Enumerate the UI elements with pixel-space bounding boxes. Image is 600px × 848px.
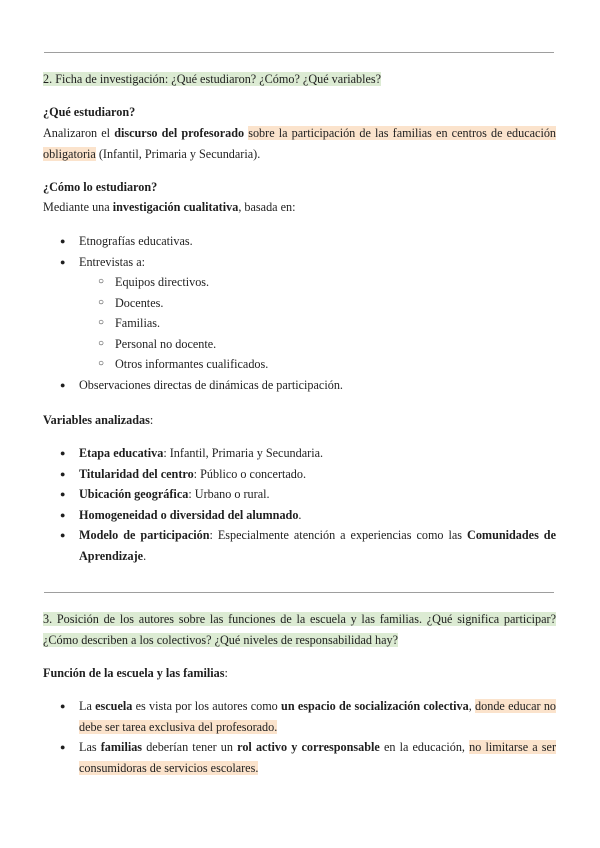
- section-3-heading: 3. Posición de los autores sobre las funciones de la escuela y las familias. ¿Qué significa participar? ¿Cómo describen a los colectivos? ¿Qué niveles de responsabilidad hay?: [43, 612, 556, 647]
- list-item: ● Ubicación geográfica: Urbano o rural.: [60, 487, 270, 501]
- sub-list-item: ○ Personal no docente.: [98, 336, 217, 351]
- sub-list-item: ○ Otros informantes cualificados.: [98, 357, 269, 371]
- list-item: ● La escuela es vista por los autores como un espacio de socialización colectiva, donde educar no debe ser tarea exclusiva del profesorado.: [60, 699, 557, 734]
- what-studied-paragraph: Analizaron el discurso del profesorado sobre la participación de las familias en centros de educación obligatoria (Infantil, Primaria y Secundaria).: [43, 126, 557, 161]
- list-item: ● Observaciones directas de dinámicas de participación.: [60, 377, 343, 392]
- function-list: [43, 696, 556, 778]
- list-item: ● Entrevistas a:: [60, 254, 145, 269]
- list-item: ● Etnografías educativas.: [60, 234, 193, 248]
- list-item: ● Modelo de participación: Especialmente atención a experiencias como las Comunidades de Aprendizaje.: [60, 528, 556, 563]
- sub-list-item: ○ Familias.: [98, 316, 161, 330]
- middle-divider: [44, 592, 554, 593]
- variables-title: Variables analizadas:: [43, 413, 154, 427]
- variables-list: [43, 443, 556, 566]
- sub-list-item: ○ Equipos directivos.: [98, 275, 210, 289]
- section-2-heading: 2. Ficha de investigación: ¿Qué estudiaron? ¿Cómo? ¿Qué variables?: [43, 72, 382, 86]
- list-item: ● Las familias deberían tener un rol activo y corresponsable en la educación, no limitarse a ser consumidoras de servicios escolares.: [60, 740, 557, 775]
- top-divider: [44, 52, 554, 53]
- what-studied-title: ¿Qué estudiaron?: [43, 105, 136, 119]
- how-studied-paragraph: Mediante una investigación cualitativa, basada en:: [43, 200, 296, 214]
- sub-list-item: ○ Docentes.: [98, 295, 164, 310]
- list-item: ● Titularidad del centro: Público o concertado.: [60, 466, 307, 481]
- list-item: ● Etapa educativa: Infantil, Primaria y Secundaria.: [60, 446, 324, 460]
- function-title: Función de la escuela y las familias:: [43, 666, 228, 680]
- methods-list: [43, 231, 556, 395]
- how-studied-title: ¿Cómo lo estudiaron?: [43, 180, 158, 194]
- list-item: ● Homogeneidad o diversidad del alumnado.: [60, 507, 302, 522]
